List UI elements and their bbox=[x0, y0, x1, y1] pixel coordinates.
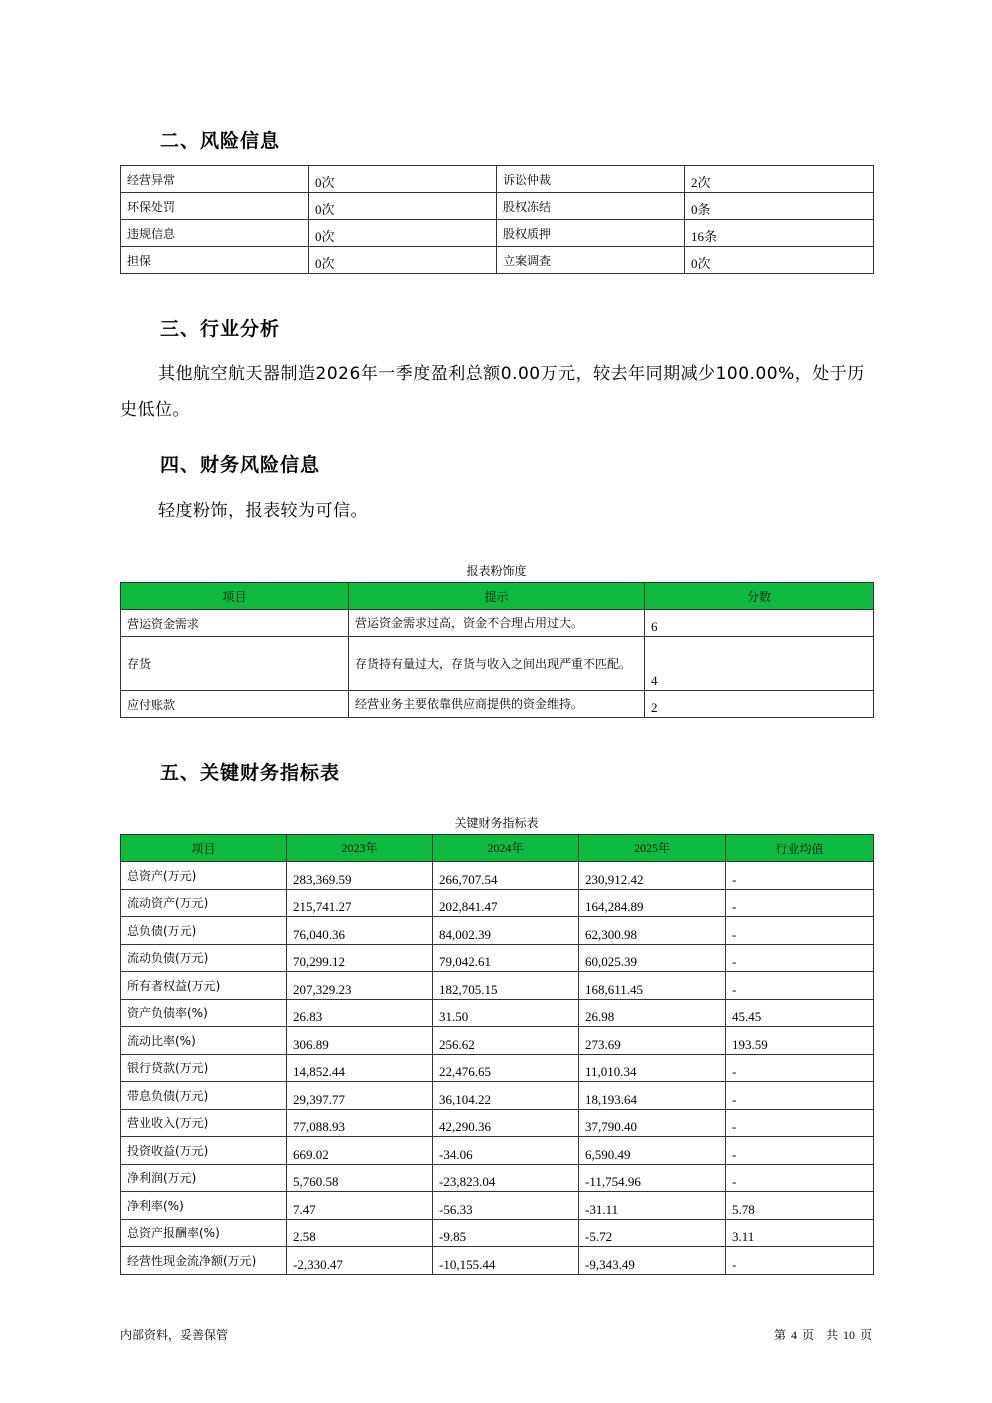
item-hint: 经营业务主要依靠供应商提供的资金维持。 bbox=[349, 691, 645, 718]
risk-row bbox=[121, 220, 874, 247]
risk-label: 股权质押 bbox=[497, 220, 685, 247]
indicator-value: - bbox=[726, 944, 874, 972]
risk-label: 违规信息 bbox=[121, 220, 309, 247]
column-header: 分数 bbox=[645, 583, 874, 610]
indicator-value: 669.02 bbox=[287, 1137, 433, 1165]
risk-value: 0次 bbox=[685, 247, 874, 274]
indicator-name: 流动负债(万元) bbox=[121, 944, 287, 972]
table-row bbox=[121, 1027, 874, 1055]
indicator-name: 净利率(%) bbox=[121, 1192, 287, 1220]
indicator-value: 256.62 bbox=[433, 1027, 579, 1055]
item-hint: 营运资金需求过高，资金不合理占用过大。 bbox=[349, 610, 645, 637]
indicator-value: 70,299.12 bbox=[287, 944, 433, 972]
item-score: 4 bbox=[645, 637, 874, 691]
indicator-value: -10,155.44 bbox=[433, 1247, 579, 1275]
indicator-name: 流动比率(%) bbox=[121, 1027, 287, 1055]
indicator-value: 26.83 bbox=[287, 999, 433, 1027]
indicator-value: 11,010.34 bbox=[579, 1054, 726, 1082]
indicator-value: 6,590.49 bbox=[579, 1137, 726, 1165]
indicator-value: 2.58 bbox=[287, 1219, 433, 1247]
risk-label: 环保处罚 bbox=[121, 193, 309, 220]
risk-label: 诉讼仲裁 bbox=[497, 166, 685, 193]
table-row bbox=[121, 1054, 874, 1082]
indicator-name: 银行贷款(万元) bbox=[121, 1054, 287, 1082]
risk-value: 16条 bbox=[685, 220, 874, 247]
section-heading-industry: 三、行业分析 bbox=[160, 318, 281, 340]
item-name: 营运资金需求 bbox=[121, 610, 349, 637]
risk-info-table bbox=[120, 165, 874, 274]
indicator-value: - bbox=[726, 1109, 874, 1137]
indicator-name: 经营性现金流净额(万元) bbox=[121, 1247, 287, 1275]
footer-confidential: 内部资料，妥善保管 bbox=[120, 1328, 229, 1342]
table-row bbox=[121, 972, 874, 1000]
indicator-value: 22,476.65 bbox=[433, 1054, 579, 1082]
indicator-name: 总资产(万元) bbox=[121, 862, 287, 890]
section-heading-key-indicators: 五、关键财务指标表 bbox=[160, 762, 341, 784]
indicator-value: 202,841.47 bbox=[433, 889, 579, 917]
indicator-value: 7.47 bbox=[287, 1192, 433, 1220]
indicator-value: 77,088.93 bbox=[287, 1109, 433, 1137]
indicator-name: 总资产报酬率(%) bbox=[121, 1219, 287, 1247]
item-hint: 存货持有量过大，存货与收入之间出现严重不匹配。 bbox=[349, 637, 645, 691]
page-prefix: 第 bbox=[773, 1328, 786, 1342]
indicator-value: 207,329.23 bbox=[287, 972, 433, 1000]
column-header: 2023年 bbox=[287, 835, 433, 862]
item-name: 应付账款 bbox=[121, 691, 349, 718]
page-current: 4 bbox=[790, 1328, 797, 1342]
indicator-value: -9.85 bbox=[433, 1219, 579, 1247]
column-header: 2024年 bbox=[433, 835, 579, 862]
table-row bbox=[121, 1082, 874, 1110]
indicator-value: 215,741.27 bbox=[287, 889, 433, 917]
indicator-value: - bbox=[726, 917, 874, 945]
risk-label: 担保 bbox=[121, 247, 309, 274]
indicator-value: 29,397.77 bbox=[287, 1082, 433, 1110]
column-header: 项目 bbox=[121, 835, 287, 862]
indicator-value: 26.98 bbox=[579, 999, 726, 1027]
risk-value: 0次 bbox=[309, 247, 497, 274]
risk-value: 0条 bbox=[685, 193, 874, 220]
risk-value: 2次 bbox=[685, 166, 874, 193]
indicator-value: 37,790.40 bbox=[579, 1109, 726, 1137]
key-indicators-table bbox=[120, 834, 874, 1275]
indicator-value: - bbox=[726, 1082, 874, 1110]
table-row bbox=[121, 1247, 874, 1275]
indicator-value: 60,025.39 bbox=[579, 944, 726, 972]
indicator-value: 5.78 bbox=[726, 1192, 874, 1220]
table-row bbox=[121, 1164, 874, 1192]
indicator-value: 193.59 bbox=[726, 1027, 874, 1055]
table-row bbox=[121, 637, 874, 691]
table-row bbox=[121, 944, 874, 972]
indicator-value: 182,705.15 bbox=[433, 972, 579, 1000]
indicator-value: 3.11 bbox=[726, 1219, 874, 1247]
indicator-value: 168,611.45 bbox=[579, 972, 726, 1000]
page-suffix: 页 bbox=[859, 1328, 872, 1342]
financial-risk-summary: 轻度粉饰，报表较为可信。 bbox=[158, 501, 368, 521]
indicator-value: -2,330.47 bbox=[287, 1247, 433, 1275]
indicator-value: 76,040.36 bbox=[287, 917, 433, 945]
indicator-value: 164,284.89 bbox=[579, 889, 726, 917]
column-header: 项目 bbox=[121, 583, 349, 610]
key-table-title: 关键财务指标表 bbox=[454, 816, 539, 830]
indicator-value: -31.11 bbox=[579, 1192, 726, 1220]
risk-label: 股权冻结 bbox=[497, 193, 685, 220]
risk-label: 经营异常 bbox=[121, 166, 309, 193]
indicator-value: 79,042.61 bbox=[433, 944, 579, 972]
table-row bbox=[121, 1219, 874, 1247]
indicator-value: 5,760.58 bbox=[287, 1164, 433, 1192]
indicator-value: 273.69 bbox=[579, 1027, 726, 1055]
indicator-value: 14,852.44 bbox=[287, 1054, 433, 1082]
indicator-value: 62,300.98 bbox=[579, 917, 726, 945]
indicator-value: 42,290.36 bbox=[433, 1109, 579, 1137]
page-mid: 页 共 bbox=[801, 1328, 838, 1342]
indicator-value: - bbox=[726, 972, 874, 1000]
indicator-name: 营业收入(万元) bbox=[121, 1109, 287, 1137]
indicator-value: -56.33 bbox=[433, 1192, 579, 1220]
indicator-value: 306.89 bbox=[287, 1027, 433, 1055]
risk-value: 0次 bbox=[309, 193, 497, 220]
risk-row bbox=[121, 166, 874, 193]
risk-label: 立案调查 bbox=[497, 247, 685, 274]
indicator-name: 总负债(万元) bbox=[121, 917, 287, 945]
whitewash-table bbox=[120, 582, 874, 718]
column-header: 提示 bbox=[349, 583, 645, 610]
indicator-value: -34.06 bbox=[433, 1137, 579, 1165]
section-heading-financial-risk: 四、财务风险信息 bbox=[160, 454, 321, 476]
item-score: 6 bbox=[645, 610, 874, 637]
industry-analysis-text: 其他航空航天器制造2026年一季度盈利总额0.00万元，较去年同期减少100.00%，处于历史低位。 bbox=[120, 364, 865, 420]
column-header: 行业均值 bbox=[726, 835, 874, 862]
indicator-value: 45.45 bbox=[726, 999, 874, 1027]
table-row bbox=[121, 1192, 874, 1220]
page-indicator bbox=[774, 1326, 872, 1344]
table-row bbox=[121, 1109, 874, 1137]
indicator-name: 带息负债(万元) bbox=[121, 1082, 287, 1110]
indicator-value: 31.50 bbox=[433, 999, 579, 1027]
indicator-value: - bbox=[726, 889, 874, 917]
indicator-value: 266,707.54 bbox=[433, 862, 579, 890]
indicator-value: -9,343.49 bbox=[579, 1247, 726, 1275]
table-row bbox=[121, 691, 874, 718]
indicator-value: - bbox=[726, 1164, 874, 1192]
indicator-value: - bbox=[726, 1054, 874, 1082]
column-header: 2025年 bbox=[579, 835, 726, 862]
indicator-value: 18,193.64 bbox=[579, 1082, 726, 1110]
risk-row bbox=[121, 247, 874, 274]
item-name: 存货 bbox=[121, 637, 349, 691]
indicator-value: -5.72 bbox=[579, 1219, 726, 1247]
page-total: 10 bbox=[842, 1328, 855, 1342]
indicator-name: 资产负债率(%) bbox=[121, 999, 287, 1027]
table-row bbox=[121, 917, 874, 945]
section-heading-risk: 二、风险信息 bbox=[160, 130, 281, 152]
indicator-value: - bbox=[726, 1247, 874, 1275]
indicator-value: -23,823.04 bbox=[433, 1164, 579, 1192]
table-row bbox=[121, 610, 874, 637]
table-row bbox=[121, 889, 874, 917]
risk-value: 0次 bbox=[309, 220, 497, 247]
indicator-name: 投资收益(万元) bbox=[121, 1137, 287, 1165]
indicator-value: - bbox=[726, 862, 874, 890]
table-row bbox=[121, 862, 874, 890]
indicator-value: 283,369.59 bbox=[287, 862, 433, 890]
indicator-name: 流动资产(万元) bbox=[121, 889, 287, 917]
indicator-value: 230,912.42 bbox=[579, 862, 726, 890]
indicator-value: 36,104.22 bbox=[433, 1082, 579, 1110]
indicator-name: 净利润(万元) bbox=[121, 1164, 287, 1192]
indicator-value: 84,002.39 bbox=[433, 917, 579, 945]
indicator-value: -11,754.96 bbox=[579, 1164, 726, 1192]
indicator-value: - bbox=[726, 1137, 874, 1165]
risk-row bbox=[121, 193, 874, 220]
item-score: 2 bbox=[645, 691, 874, 718]
indicator-name: 所有者权益(万元) bbox=[121, 972, 287, 1000]
table-row bbox=[121, 999, 874, 1027]
table-row bbox=[121, 1137, 874, 1165]
risk-value: 0次 bbox=[309, 166, 497, 193]
whitewash-table-title: 报表粉饰度 bbox=[466, 564, 527, 578]
